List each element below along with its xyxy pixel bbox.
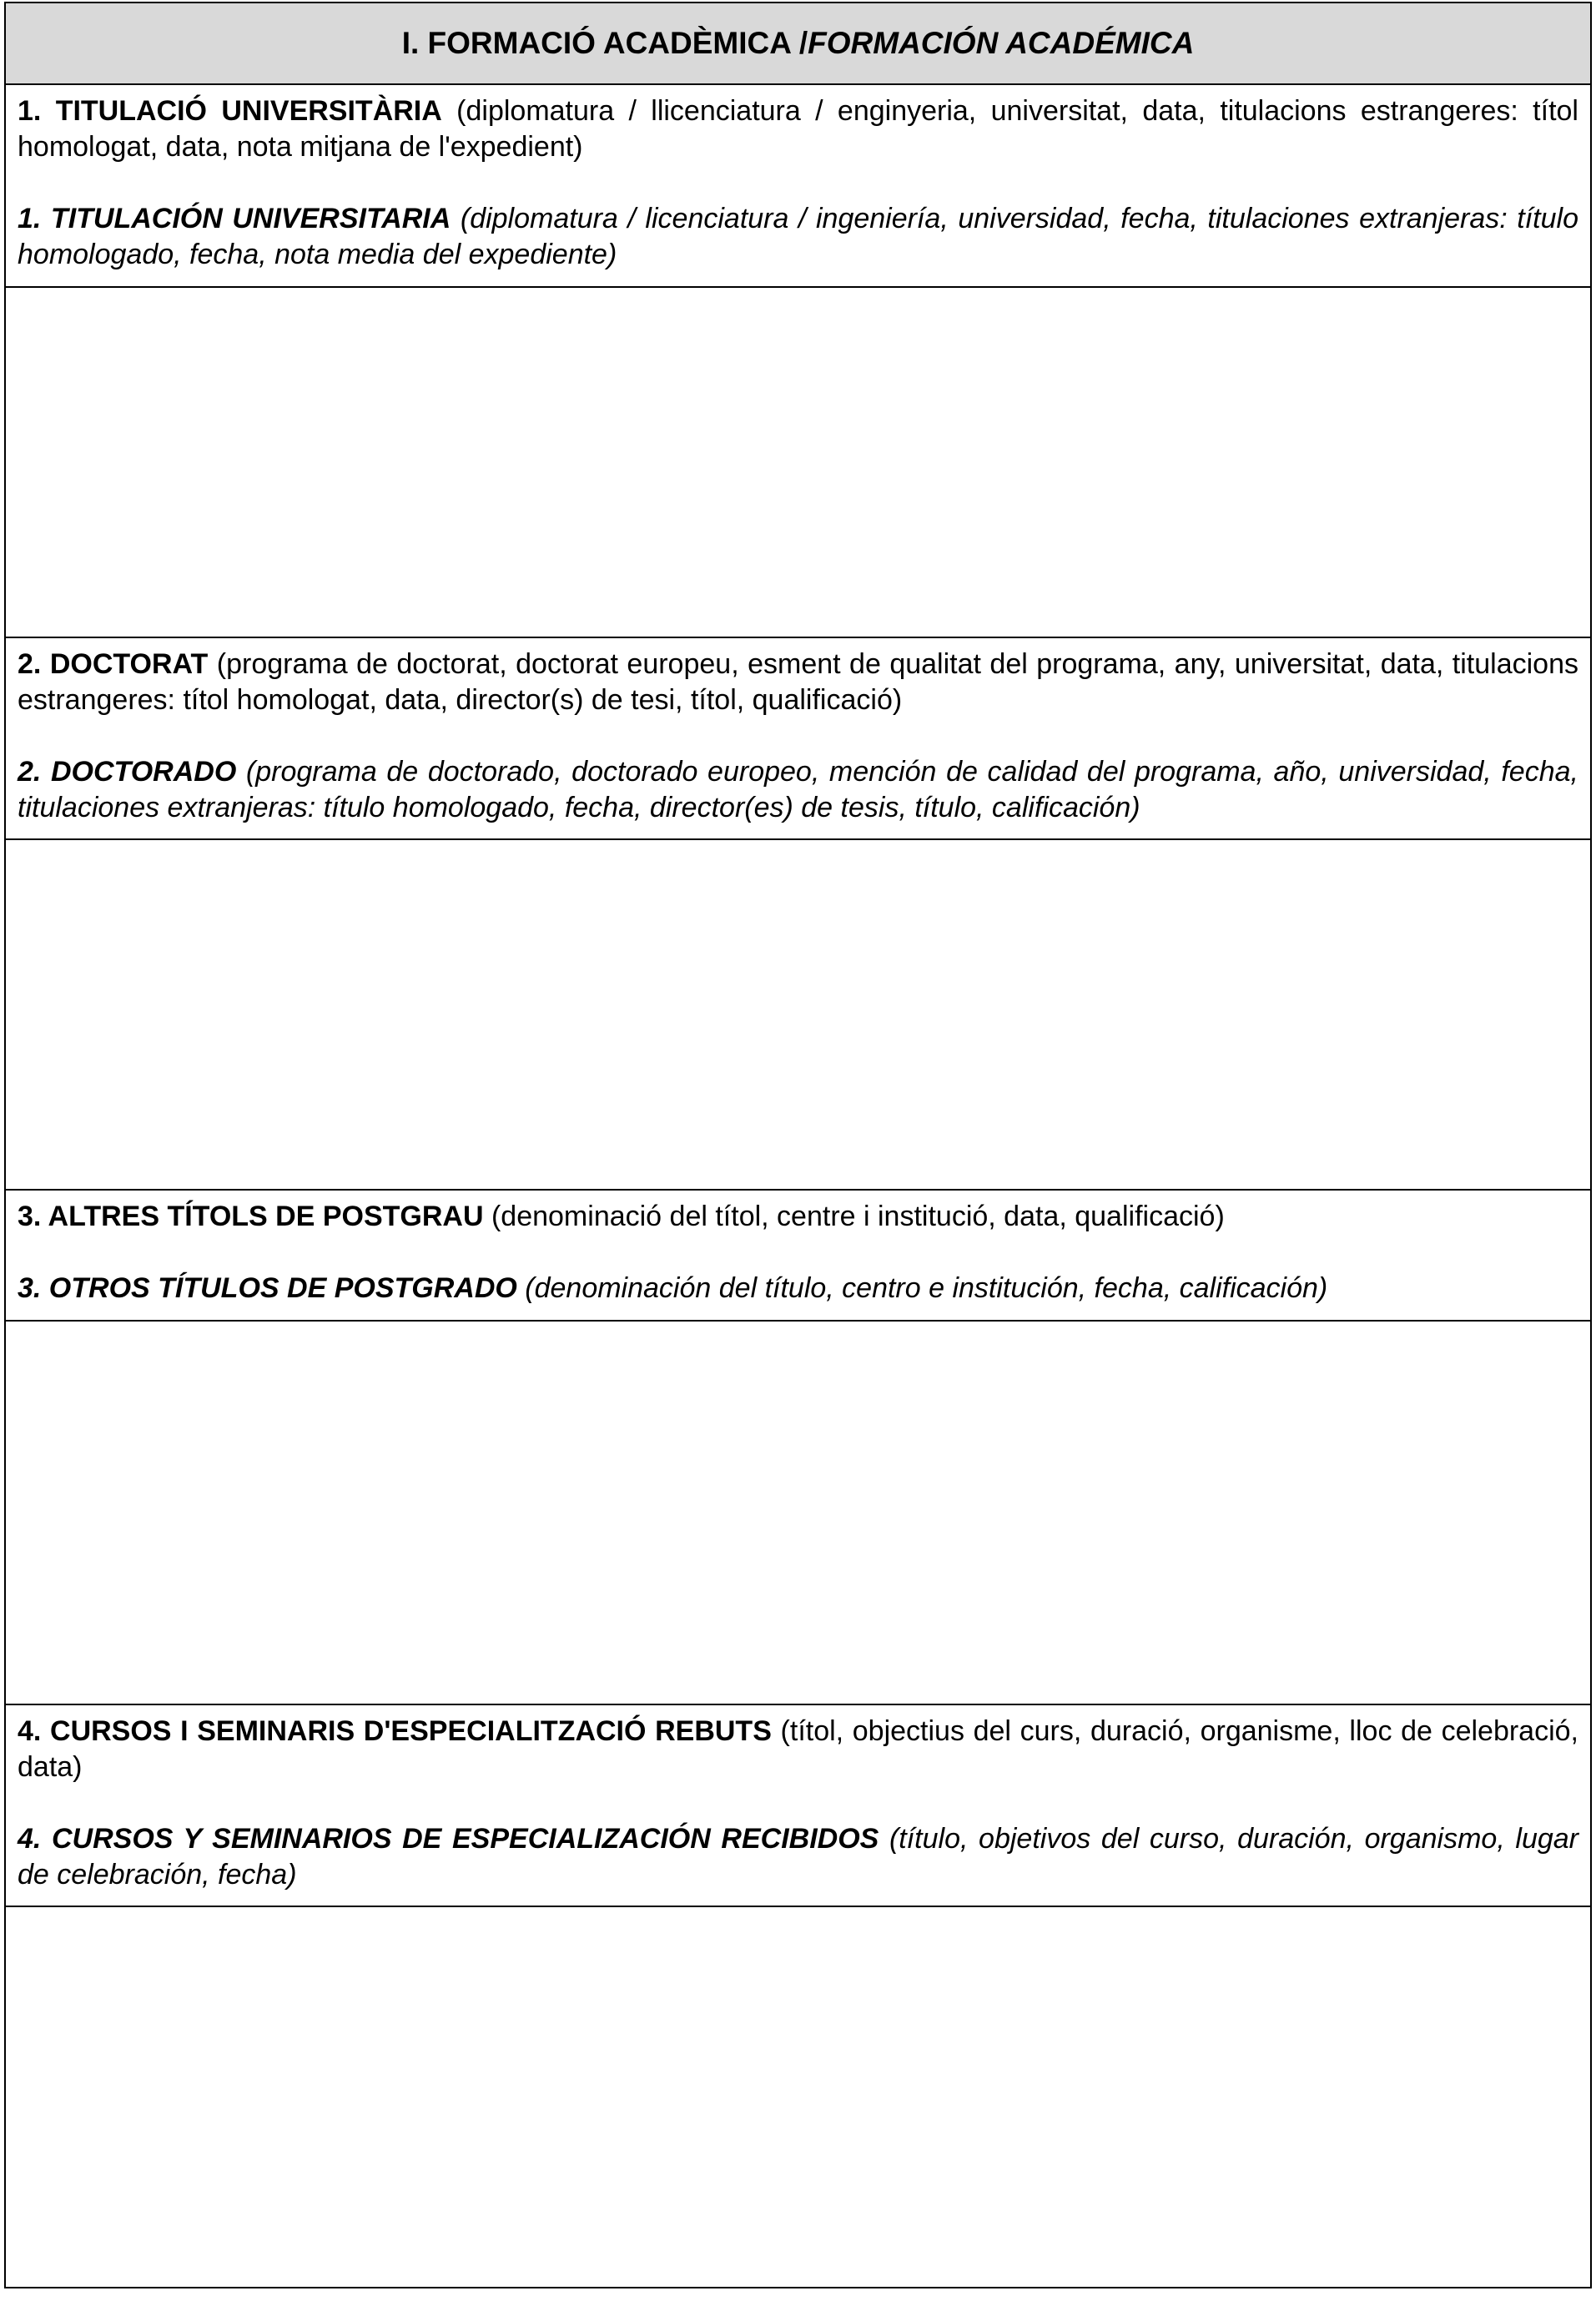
item-2-catalan-detail: (programa de doctorat, doctorat europeu, esment de qualitat del programa, any, universitat, data, titulacions estrangeres: títol homologat, data, director(s) de tesi, títol, qualificació) <box>18 648 1579 716</box>
section-title-spanish: FORMACIÓN ACADÉMICA <box>808 26 1195 60</box>
item-3-catalan-heading: 3. ALTRES TÍTOLS DE POSTGRAU <box>18 1201 484 1232</box>
item-1-spanish-heading: 1. TITULACIÓN UNIVERSITARIA <box>18 203 451 234</box>
item-3-spanish-heading: 3. OTROS TÍTULOS DE POSTGRADO <box>18 1272 517 1304</box>
academic-training-form <box>4 2 1592 2288</box>
item-1-spanish <box>18 201 1578 273</box>
item-2-spanish <box>18 754 1578 826</box>
item-2-prompt <box>6 638 1590 840</box>
section-title-catalan: I. FORMACIÓ ACADÈMICA / <box>401 26 808 60</box>
section-title <box>6 3 1590 85</box>
item-3-spanish <box>18 1271 1578 1307</box>
item-2-spanish-heading: 2. DOCTORADO <box>18 756 237 788</box>
item-2-spanish-detail: (programa de doctorado, doctorado europeo, mención de calidad del programa, año, universidad, fecha, titulaciones extranjeras: título homologado, fecha, director(es) de tesis, título, calificación) <box>18 756 1578 823</box>
item-1-catalan-heading: 1. TITULACIÓ UNIVERSITÀRIA <box>18 95 442 127</box>
item-4-spanish-detail: (título, objetivos del curso, duración, organismo, lugar de celebración, fecha) <box>18 1823 1578 1891</box>
item-1-catalan <box>18 93 1578 165</box>
item-4-catalan-heading: 4. CURSOS I SEMINARIS D'ESPECIALITZACIÓ REBUTS <box>18 1715 772 1747</box>
item-3-catalan-detail: (denominació del títol, centre i institució, data, qualificació) <box>483 1201 1225 1232</box>
item-4-spanish-heading: 4. CURSOS Y SEMINARIOS DE ESPECIALIZACIÓN RECIBIDOS <box>18 1823 879 1855</box>
item-4-answer-field[interactable] <box>6 1907 1590 2287</box>
item-4-prompt <box>6 1705 1590 1907</box>
item-2-answer-field[interactable] <box>6 840 1590 1191</box>
item-1-spanish-detail: (diplomatura / licenciatura / ingeniería, universidad, fecha, titulaciones extranjeras: título homologado, fecha, nota media del expediente) <box>18 203 1579 270</box>
item-1-catalan-detail: (diplomatura / llicenciatura / enginyeria, universitat, data, titulacions estrangeres: títol homologat, data, nota mitjana de l'expedient) <box>18 95 1578 163</box>
item-2-catalan-heading: 2. DOCTORAT <box>18 648 209 680</box>
item-3-catalan <box>18 1199 1578 1235</box>
item-3-prompt <box>6 1191 1590 1322</box>
item-1-prompt <box>6 85 1590 288</box>
item-3-spanish-detail: (denominación del título, centro e institución, fecha, calificación) <box>516 1272 1328 1304</box>
item-1-answer-field[interactable] <box>6 288 1590 638</box>
item-4-catalan-detail: (títol, objectius del curs, duració, organisme, lloc de celebració, data) <box>18 1715 1578 1783</box>
item-4-spanish <box>18 1821 1578 1893</box>
item-4-catalan <box>18 1714 1578 1785</box>
item-2-catalan <box>18 647 1578 718</box>
item-3-answer-field[interactable] <box>6 1322 1590 1705</box>
